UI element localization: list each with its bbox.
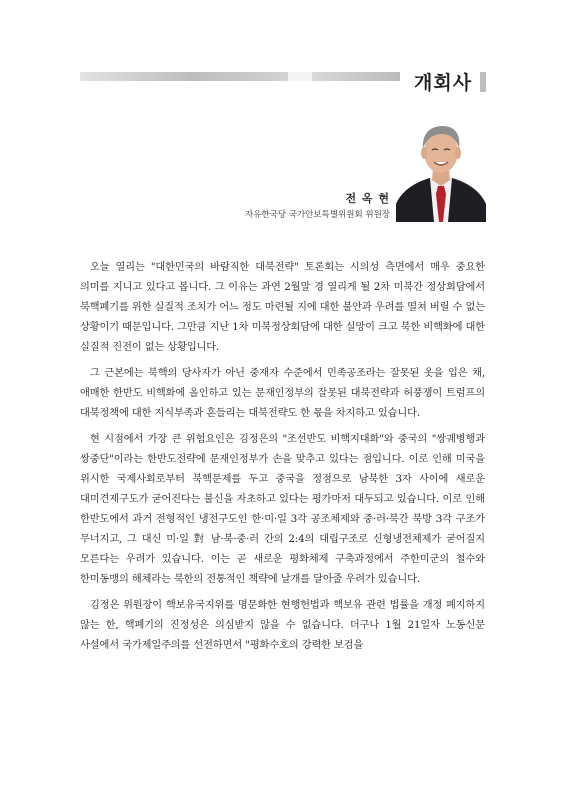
paragraph: 오늘 열리는 "대한민국의 바람직한 대북전략" 토론회는 시의성 측면에서 매우 중요한 의미를 지니고 있다고 봅니다. 그 이유는 과연 2월말 경 열리게 될 2차 미북간 정상회담에서 북핵폐기를 위한 실질적 조치가 어느 정도 마련될 지에 대한 불안과 우려를 떨쳐 버릴 수 없는 상황이기 때문입니다. 그만큼 지난 1차 미북정상회담에 대한 실망이 크고 북한 비핵화에 대한 실질적 진전이 없는 상황입니다.: [80, 262, 485, 353]
header-decorative-bar: [80, 72, 400, 81]
speaker-portrait-image: [396, 120, 486, 222]
paragraph: 현 시점에서 가장 큰 위험요인은 김정은의 "조선반도 비핵지대화"와 중국의 "쌍궤병행과 쌍중단"이라는 한반도전략에 문재인정부가 손을 맞추고 있다는 점입니다. 이로 인해 미국을 위시한 국제사회로부터 북핵문제를 두고 중국을 정점으로 남북한 3자 사이에 새로운 대미견제구도가 굳어진다는 불신을 자초하고 있다는 평가마저 대두되고 있습니다. 이로 인해 한반도에서 과거 전형적인 냉전구도인 한·미·일 3각 공조체제와 중·러·북간 북방 3각 구조가 무너지고, 그 대신 미·일 對 남·북·중·러 간의 2:4의 대립구조로 신형냉전체제가 굳어질지 모른다는 우려가 있습니다. 이는 곧 새로운 평화체제 구축과정에서 주한미군의 철수와 한미동맹의 해체라는 북한의 전통적인 책략에 날개를 달아줄 우려가 있습니다.: [80, 434, 485, 585]
paragraph: 그 근본에는 북핵의 당사자가 아닌 중재자 수준에서 민족공조라는 잘못된 옷을 입은 채, 애매한 한반도 비핵화에 올인하고 있는 문재인정부의 잘못된 대북전략과 허풍쟁이 트럼프의 대북정책에 대한 지식부족과 흔들리는 대북전략도 한 몫을 차지하고 있습니다.: [80, 368, 485, 419]
speaker-name: 전 옥 현: [345, 192, 390, 205]
header-accent-mark: [480, 72, 486, 92]
paragraph: 김정은 위원장이 핵보유국지위를 명문화한 현행헌법과 핵보유 관련 법률을 개정 폐지하지 않는 한, 핵폐기의 진정성은 의심받지 않을 수 없습니다. 더구나 1월 21일자 노동신문 사설에서 국가제일주의를 선전하면서 "평화수호의 강력한 보검을: [80, 600, 485, 651]
page-title: 개회사: [414, 72, 473, 94]
speaker-role: 자유한국당 국가안보특별위원회 위원장: [245, 210, 390, 220]
speaker-portrait: [396, 120, 486, 222]
speech-body: [80, 258, 485, 662]
